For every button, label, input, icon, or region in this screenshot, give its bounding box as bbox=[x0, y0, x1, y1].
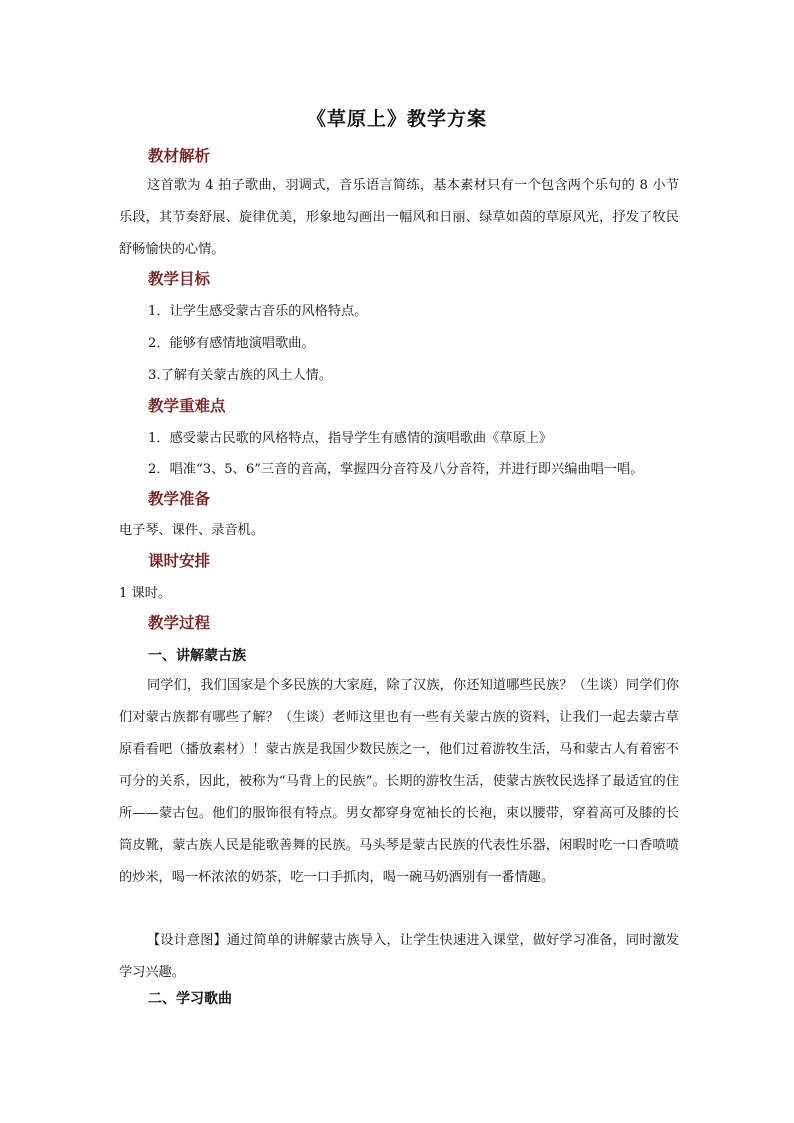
heading-key-difficulties: 教学重难点 bbox=[148, 396, 226, 415]
document-title: 《草原上》教学方案 bbox=[306, 108, 487, 130]
heading-teaching-process: 教学过程 bbox=[148, 613, 211, 632]
goal-item-3: 3.了解有关蒙古族的风土人情。 bbox=[148, 368, 333, 383]
goal-item-2: 2．能够有感情地演唱歌曲。 bbox=[148, 336, 315, 351]
goal-item-1: 1．让学生感受蒙古音乐的风格特点。 bbox=[148, 304, 368, 319]
subheading-learn-song: 二、学习歌曲 bbox=[148, 991, 232, 1007]
paragraph-mongolian-intro: 同学们，我们国家是个多民族的大家庭，除了汉族，你还知道哪些民族？（生谈）同学们你们对蒙古族都有哪些了解？（生谈）老师这里也有一些有关蒙古族的资料，让我们一起去蒙古草原看看吧（播放素材）！蒙古族是我国少数民族之一，他们过着游牧生活，马和蒙古人有着密不可分的关系，因此，被称为“马背上的民族”。长期的游牧生活，使蒙古族牧民选择了最适宜的住所——蒙古包。他们的服饰很有特点。男女都穿身宽袖长的长袍，束以腰带，穿着高可及膝的长筒皮靴，蒙古族人民是能歌善舞的民族。马头琴是蒙古民族的代表性乐器，闲暇时吃一口香喷喷的炒米，喝一杯浓浓的奶茶，吃一口手抓肉，喝一碗马奶酒别有一番情趣。 bbox=[119, 678, 679, 885]
subheading-mongolian-intro: 一、讲解蒙古族 bbox=[148, 648, 246, 664]
heading-teaching-goals: 教学目标 bbox=[148, 269, 211, 288]
difficulty-item-1: 1．感受蒙古民歌的风格特点，指导学生有感情的演唱歌曲《草原上》 bbox=[148, 431, 553, 446]
paragraph-design-intent: 【设计意图】通过简单的讲解蒙古族导入，让学生快速进入课堂，做好学习准备，同时激发学习兴趣。 bbox=[119, 933, 679, 980]
preparation-text: 电子琴、课件、录音机。 bbox=[119, 523, 265, 538]
paragraph-textbook-analysis: 这首歌为 4 拍子歌曲，羽调式，音乐语言简练，基本素材只有一个包含两个乐句的 8 小节乐段，其节奏舒展、旋律优美，形象地勾画出一幅风和日丽、绿草如茵的草原风光，抒发了牧民舒畅愉快的心情。 bbox=[119, 178, 679, 257]
schedule-text: 1 课时。 bbox=[119, 586, 172, 601]
heading-textbook-analysis: 教材解析 bbox=[148, 146, 211, 165]
difficulty-item-2: 2．唱准“3、5、6”三音的音高，掌握四分音符及八分音符，并进行即兴编曲唱一唱。 bbox=[148, 462, 644, 477]
heading-class-schedule: 课时安排 bbox=[148, 551, 211, 570]
heading-teaching-preparation: 教学准备 bbox=[148, 489, 211, 508]
